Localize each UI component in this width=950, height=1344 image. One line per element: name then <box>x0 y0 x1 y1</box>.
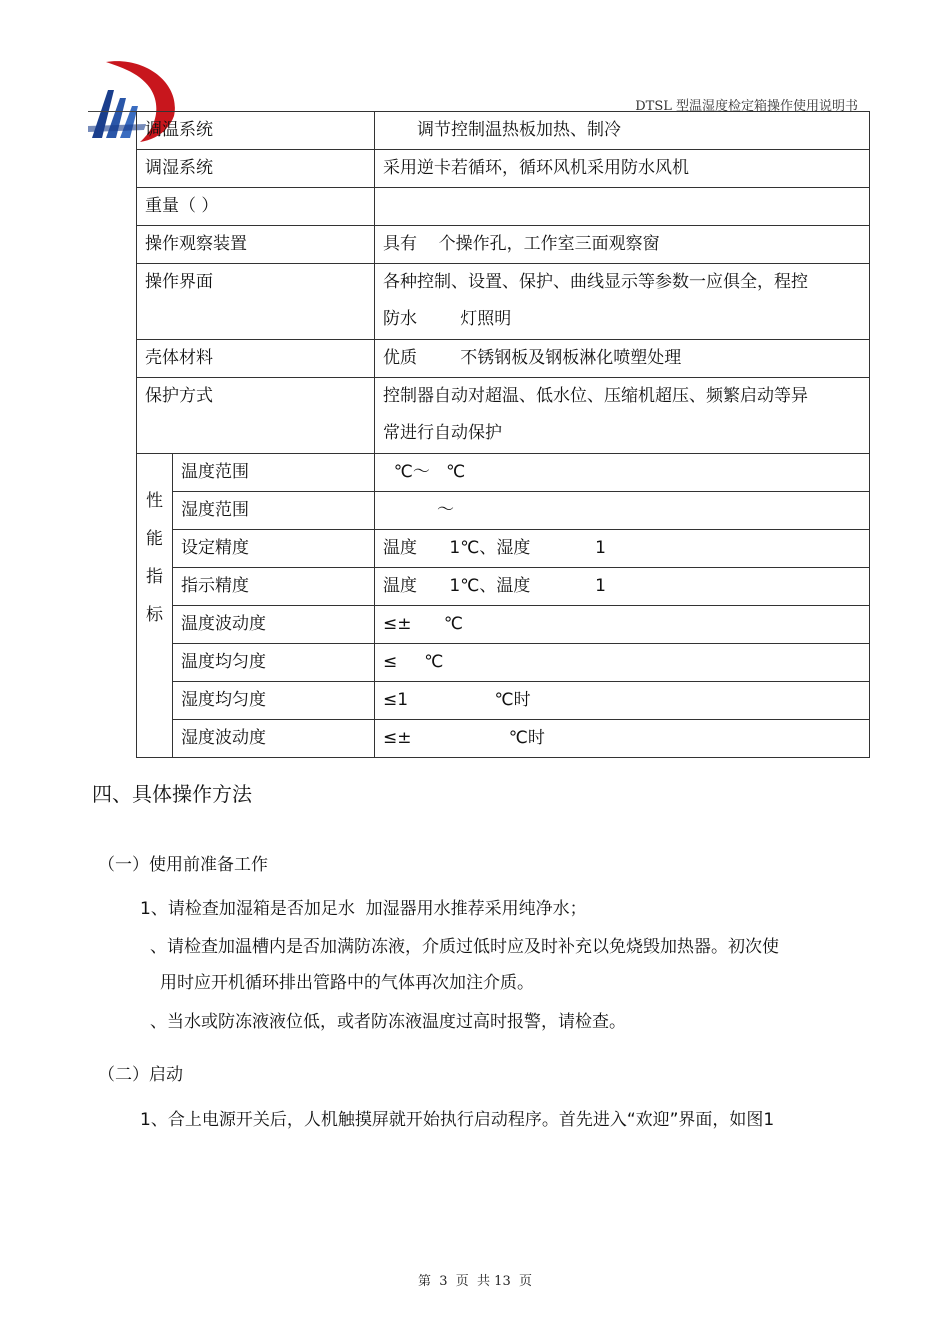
spec-value <box>375 264 870 340</box>
perf-value: 温度 1℃、湿度 1 <box>375 530 870 568</box>
perf-value: ～ <box>375 492 870 530</box>
spec-value-line: 控制器自动对超温、低水位、压缩机超压、频繁启动等异 <box>383 386 808 406</box>
table-row <box>137 492 870 530</box>
spec-value-line: 常进行自动保护 <box>383 423 502 443</box>
perf-side-char: 能 <box>146 529 163 549</box>
spec-value: 优质 不锈钢板及钢板淋化喷塑处理 <box>375 340 870 378</box>
spec-label: 操作观察装置 <box>137 226 375 264</box>
perf-side-char: 指 <box>146 567 163 587</box>
spec-table <box>136 111 870 758</box>
document-header-title: DTSL 型温湿度检定箱操作使用说明书 <box>635 99 858 114</box>
table-row <box>137 568 870 606</box>
spec-value-line: 各种控制、设置、保护、曲线显示等参数一应俱全，程控 <box>383 272 808 292</box>
perf-label: 指示精度 <box>173 568 375 606</box>
perf-label: 湿度均匀度 <box>173 682 375 720</box>
table-row <box>137 188 870 226</box>
paragraph: 1、合上电源开关后，人机触摸屏就开始执行启动程序。首先进入“欢迎”界面，如图1 <box>140 1110 775 1130</box>
spec-label: 调湿系统 <box>137 150 375 188</box>
subsection-title: （二）启动 <box>98 1065 183 1085</box>
spec-value <box>375 378 870 454</box>
section-heading: 四、具体操作方法 <box>92 782 252 806</box>
table-row <box>137 226 870 264</box>
spec-value: 具有 个操作孔，工作室三面观察窗 <box>375 226 870 264</box>
perf-label: 湿度波动度 <box>173 720 375 758</box>
table-row <box>137 454 870 492</box>
spec-value-line: 防水 灯照明 <box>383 309 512 329</box>
perf-side-char: 性 <box>146 491 163 511</box>
perf-label: 温度均匀度 <box>173 644 375 682</box>
table-row <box>137 112 870 150</box>
perf-label: 温度波动度 <box>173 606 375 644</box>
perf-value: ≤1 ℃时 <box>375 682 870 720</box>
spec-value: 采用逆卡若循环，循环风机采用防水风机 <box>375 150 870 188</box>
table-row <box>137 720 870 758</box>
paragraph: 、请检查加温槽内是否加满防冻液，介质过低时应及时补充以免烧毁加热器。初次使 <box>150 937 779 957</box>
table-row <box>137 150 870 188</box>
paragraph: 用时应开机循环排出管路中的气体再次加注介质。 <box>160 973 534 993</box>
paragraph: 、当水或防冻液液位低，或者防冻液温度过高时报警，请检查。 <box>150 1012 626 1032</box>
perf-value: 温度 1℃、温度 1 <box>375 568 870 606</box>
table-row <box>137 606 870 644</box>
page-footer: 第 3 页 共 13 页 <box>417 1274 532 1289</box>
table-row <box>137 682 870 720</box>
perf-value: ≤ ℃ <box>375 644 870 682</box>
perf-value: ≤± ℃时 <box>375 720 870 758</box>
subsection-title: （一）使用前准备工作 <box>98 855 268 875</box>
table-row <box>137 530 870 568</box>
perf-value: ℃～ ℃ <box>375 454 870 492</box>
perf-label: 温度范围 <box>173 454 375 492</box>
spec-label: 壳体材料 <box>137 340 375 378</box>
spec-label: 保护方式 <box>137 378 375 454</box>
perf-side-label <box>137 454 173 758</box>
table-row <box>137 644 870 682</box>
table-row <box>137 264 870 340</box>
table-row <box>137 340 870 378</box>
spec-value: 调节控制温热板加热、制冷 <box>375 112 870 150</box>
spec-label: 调温系统 <box>137 112 375 150</box>
perf-label: 湿度范围 <box>173 492 375 530</box>
perf-label: 设定精度 <box>173 530 375 568</box>
spec-label: 重量（ ） <box>137 188 375 226</box>
spec-label: 操作界面 <box>137 264 375 340</box>
table-row <box>137 378 870 454</box>
spec-value <box>375 188 870 226</box>
perf-side-char: 标 <box>146 605 163 625</box>
paragraph: 1、请检查加湿箱是否加足水 加湿器用水推荐采用纯净水； <box>140 899 587 919</box>
perf-value: ≤± ℃ <box>375 606 870 644</box>
